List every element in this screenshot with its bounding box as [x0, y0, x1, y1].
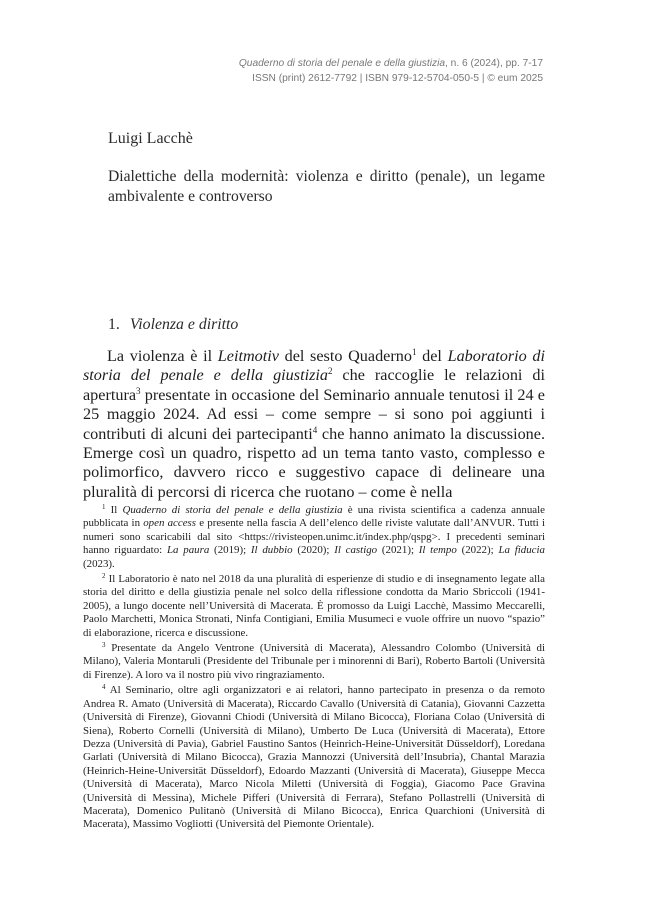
footnote-italic: Il dubbio [250, 544, 293, 557]
body-text-run: che raccoglie le relazioni di apertura [83, 366, 545, 404]
footnote-text: (2023). [83, 557, 115, 570]
footnote-ref-2[interactable]: 2 [327, 366, 333, 377]
footnote-italic: Il castigo [334, 544, 378, 557]
footnote-text: Il Laboratorio è nato nel 2018 da una pluralità di esperienze di studio e di insegnamento legate alla storia del diritto e della giustizia penale nel solco della riflessione condotta da Mario Sbriccoli (1941-2005), a lungo docente nell’Università di Macerata. È promosso da Luigi Lacchè, Massimo Meccarelli, Paolo Marchetti, Monica Stronati, Ninfa Contigiani, Emilia Musumeci e vuole offrire un nuovo “spazio” di elaborazione, ricerca e discussione. [83, 573, 545, 639]
body-italic-laboratorio: Laboratorio di storia del penale e della giustizia [83, 347, 545, 385]
footnote-text: (2020); [292, 544, 335, 557]
footnote-italic: La fiducia [498, 544, 545, 557]
footnote-text: Al Seminario, oltre agli organizzatori e ai relatori, hanno partecipato in presenza o da remoto Andrea R. Amato (Università di Macerata), Riccardo Cavallo (Università di Catania), Giovanni Cazzetta (Università di Firenze), Giovanni Chiodi (Università di Milano Bicocca), Floriana Colao (Università di Siena), Roberto Cornelli (Università di Milano), Umberto De Luca (Università di Macerata), Ettore Dezza (Università di Pavia), Gabriel Faustino Santos (Heinrich-Heine-Universität Düsseldorf), Loredana Garlati (Università di Milano Bicocca), Grazia Mannozzi (Università dell’Insubria), Chantal Marazia (Heinrich-Heine-Universität Düsseldorf), Edoardo Mazzanti (Università di Macerata), Giuseppe Mecca (Università di Macerata), Marco Nicola Miletti (Università di Foggia), Giacomo Pace Gravina (Università di Messina), Michele Pifferi (Università di Ferrara), Stefano Pollastrelli (Università di Macerata), Domenico Pulitanò (Università di Milano Bicocca), Enrica Quarchioni (Università di Macerata), Massimo Vogliotti (Università del Piemonte Orientale). [83, 684, 545, 831]
header-journal-name: Quaderno di storia del penale e della giustizia [238, 58, 446, 69]
footnote-number: 4 [102, 683, 106, 692]
header-issue-pages: , n. 6 (2024), pp. 7-17 [445, 58, 543, 69]
header-issn-isbn: ISSN (print) 2612-7792 | ISBN 979-12-5704-050-5 | © eum 2025 [252, 73, 543, 84]
body-text-run: che hanno animato la discussione. Emerge così un quadro, rispetto ad un tema tanto vasto, complesso e polimorfico, davvero ricco e suggestivo capace di delineare una pluralità di percorsi di ricerca che ruotano – come è nella [83, 424, 545, 501]
footnote-text: Presentate da Angelo Ventrone (Università di Macerata), Alessandro Colombo (Università di Milano), Valeria Montaruli (Presidente del Tribunale per i minorenni di Bari), Roberto Bartoli (Università di Firenze). A loro va il nostro più vivo ringraziamento. [83, 642, 545, 681]
footnote-text: (2019); [209, 544, 251, 557]
footnote-number: 1 [102, 503, 106, 511]
footnote-2 [83, 573, 545, 640]
body-text-run: La violenza è il [107, 347, 218, 365]
footnote-italic: Quaderno di storia del penale e della giustizia [122, 504, 343, 516]
footnote-number: 2 [102, 572, 106, 581]
article-author: Luigi Lacchè [108, 130, 193, 147]
section-title: Violenza e diritto [129, 316, 239, 333]
footnote-ref-4[interactable]: 4 [312, 424, 318, 435]
body-text-run: del [416, 347, 448, 365]
footnotes [83, 504, 545, 834]
footnote-italic: Il tempo [418, 544, 457, 557]
footnote-italic: La paura [166, 544, 210, 557]
body-text-run: del sesto Quaderno [278, 347, 412, 365]
footnote-text: è una rivista scientifica a cadenza annuale pubblicata in [83, 504, 545, 530]
footnote-ref-1[interactable]: 1 [411, 347, 417, 357]
footnote-1 [83, 504, 545, 571]
footnote-ref-3[interactable]: 3 [136, 385, 141, 396]
footnote-text: (2021); [377, 544, 419, 557]
footnote-text: (2022); [456, 544, 499, 557]
section-number: 1. [108, 316, 120, 333]
footnote-3 [83, 642, 545, 682]
footnote-text: Il [105, 504, 123, 516]
footnote-text: e presente nella fascia A dell’elenco delle riviste valutate dall’ANVUR. Tutti i numeri sono scaricabili dal sito <https://rivisteopen.unimc.it/index.php/qspg>. I precedenti seminari hanno riguardato: [83, 517, 545, 557]
header-citation [123, 56, 543, 71]
body-italic-leitmotiv: Leitmotiv [217, 347, 279, 365]
footnote-number: 3 [102, 641, 106, 650]
article-title: Dialettiche della modernità: violenza e diritto (penale), un legame ambivalente e controverso [108, 168, 545, 205]
footnote-italic: open access [143, 517, 197, 530]
body-text-run: presentate in occasione del Seminario annuale tenutosi il 24 e 25 maggio 2024. Ad essi – come sempre – si sono poi aggiunti i contributi di alcuni dei partecipanti [83, 385, 545, 443]
body-text [83, 347, 545, 502]
footnote-4 [83, 684, 545, 831]
section-heading [108, 316, 238, 334]
body-paragraph [83, 347, 545, 502]
running-header [123, 56, 543, 86]
